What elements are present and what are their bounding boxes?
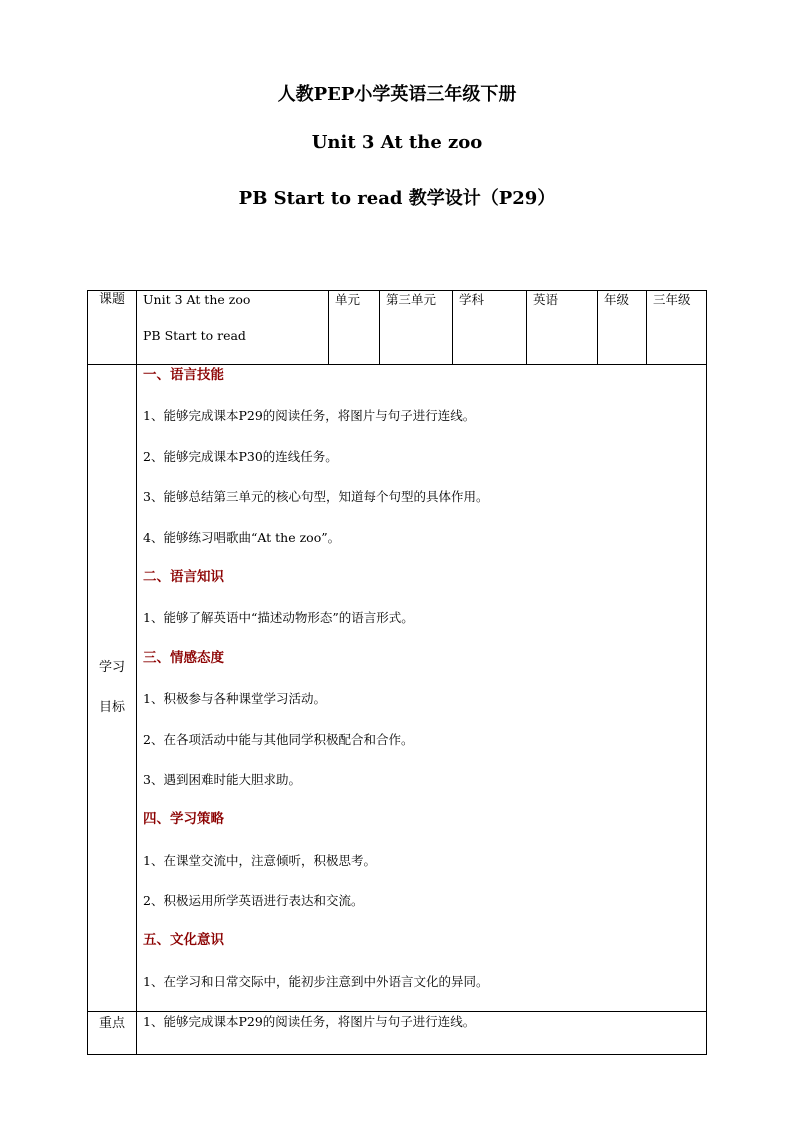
section-title: 二、语言知识 [143,568,224,585]
subject-value: 英语 [527,291,598,365]
list-item: 3、能够总结第三单元的核心句型，知道每个句型的具体作用。 [143,489,489,505]
list-item: 1、在学习和日常交际中，能初步注意到中外语言文化的异同。 [143,973,489,989]
section-title: 五、文化意识 [143,932,224,949]
doc-title: 人教PEP小学英语三年级下册 [277,84,517,105]
topic-line-1: Unit 3 At the zoo [143,292,251,307]
list-item: 1、能够了解英语中“描述动物形态”的语言形式。 [143,610,414,626]
section-title: 四、学习策略 [143,811,224,828]
list-item: 3、遇到困难时能大胆求助。 [143,771,301,787]
list-item: 2、积极运用所学英语进行表达和交流。 [143,893,364,909]
lesson-title: PB Start to read 教学设计（P29） [238,188,556,209]
grade-label: 年级 [598,291,647,365]
key-points-row [88,1012,707,1055]
goals-content [137,365,707,1012]
goals-row [88,365,707,1012]
unit-label: 单元 [329,291,380,365]
unit-value: 第三单元 [380,291,453,365]
list-item: 4、能够练习唱歌曲“At the zoo”。 [143,529,341,545]
topic-label: 课题 [88,291,137,365]
list-item: 2、能够完成课本P30的连线任务。 [143,448,338,464]
subject-label: 学科 [453,291,527,365]
unit-title: Unit 3 At the zoo [311,132,483,153]
grade-value: 三年级 [647,291,707,365]
key-points-value: 1、能够完成课本P29的阅读任务，将图片与句子进行连线。 [137,1012,707,1055]
goals-label: 学习 目标 [88,365,137,1012]
section-title: 三、情感态度 [143,649,224,666]
header-row [88,291,707,365]
key-points-label: 重点 [88,1012,137,1055]
lesson-plan-table [87,290,707,1055]
topic-line-2: PB Start to read [143,328,246,343]
list-item: 1、能够完成课本P29的阅读任务，将图片与句子进行连线。 [143,408,476,424]
list-item: 2、在各项活动中能与其他同学积极配合和合作。 [143,731,414,747]
list-item: 1、在课堂交流中，注意倾听，积极思考。 [143,852,376,868]
section-title: 一、语言技能 [143,367,224,383]
list-item: 1、积极参与各种课堂学习活动。 [143,691,326,707]
topic-value [137,291,329,365]
